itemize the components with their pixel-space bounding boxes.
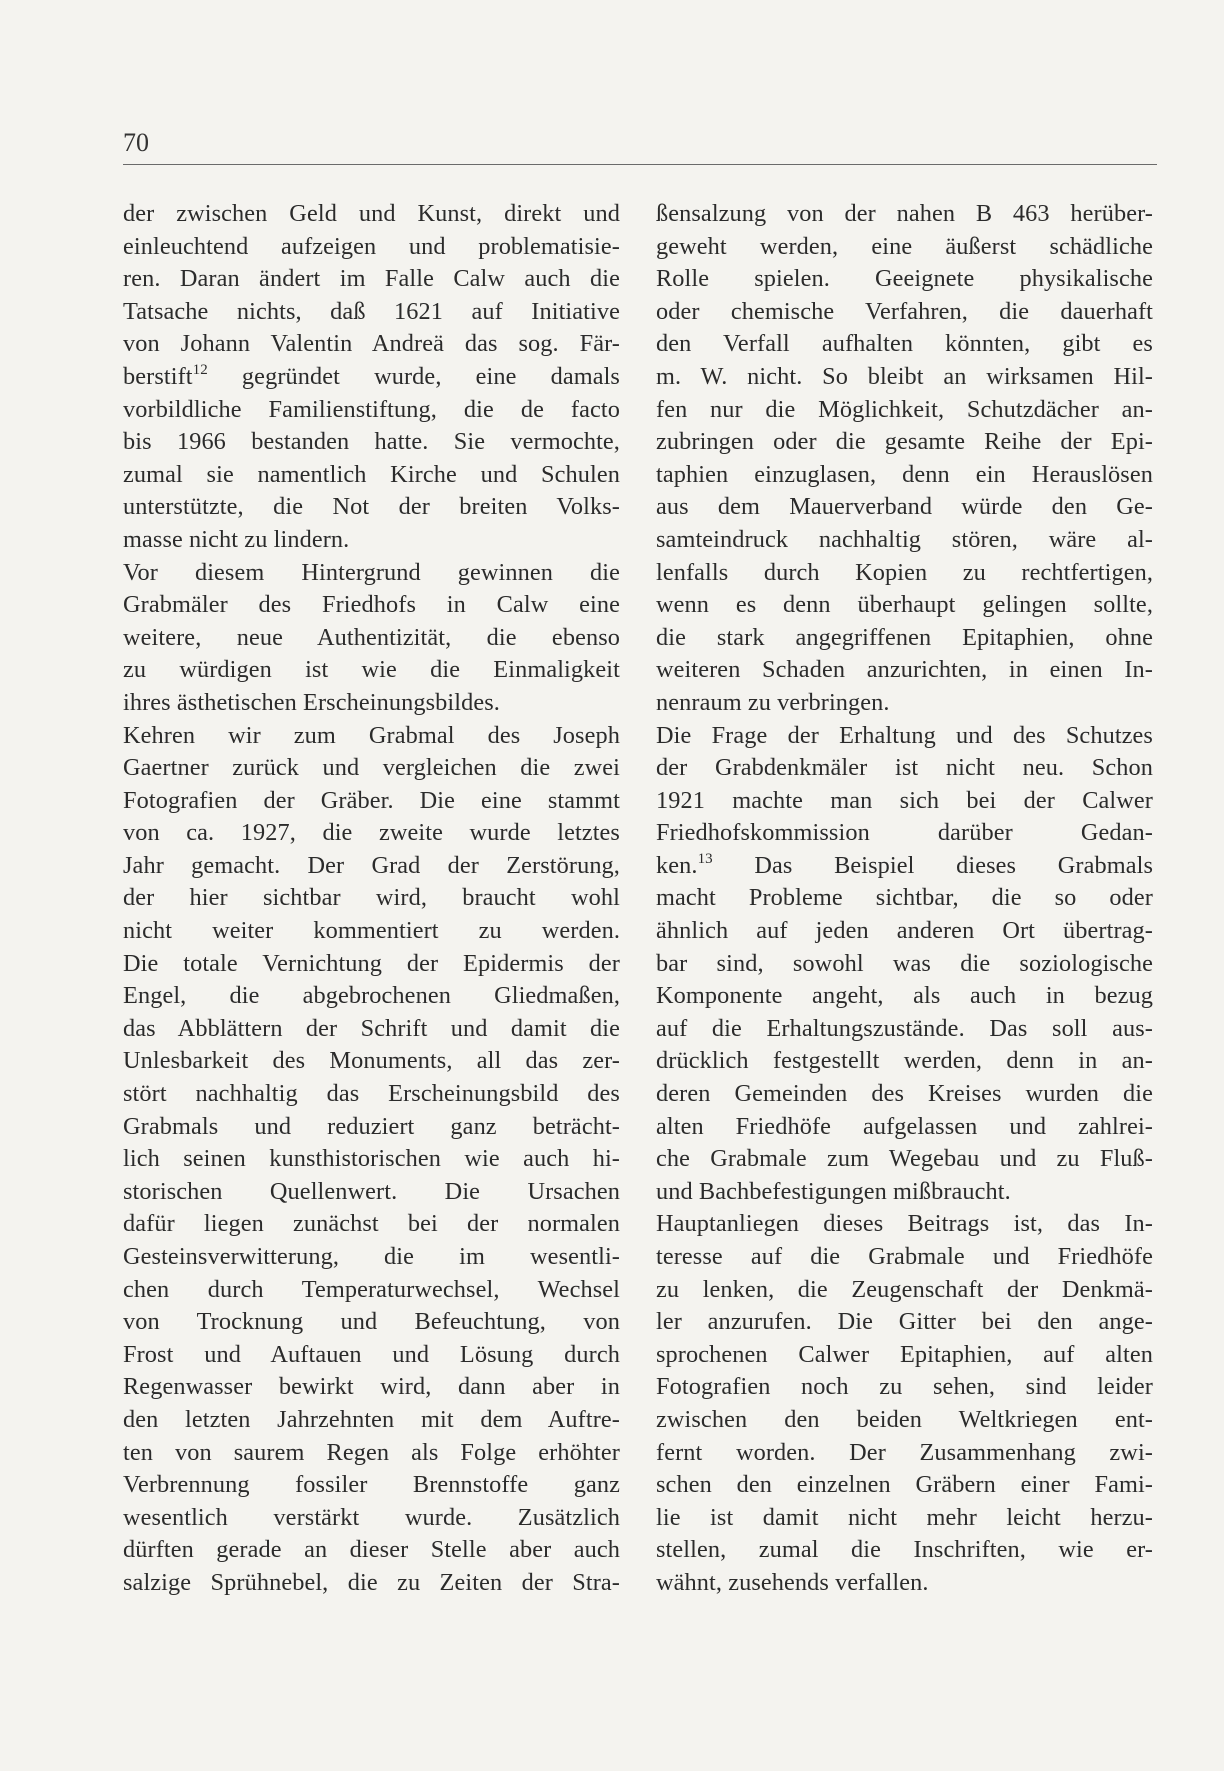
text-line — [123, 1045, 620, 1078]
text-line — [656, 198, 1153, 231]
line-text: alten Friedhöfe aufgelassen und zahlrei- — [656, 1112, 1153, 1140]
line-text: aus dem Mauerverband würde den Ge- — [656, 493, 1153, 521]
line-text: weitere, neue Authentizität, die ebenso — [123, 623, 620, 651]
line-text-continued: Das Beispiel dieses Grabmals — [712, 851, 1153, 879]
text-line — [123, 491, 620, 524]
line-text: nicht weiter kommentiert zu werden. — [123, 917, 620, 945]
text-line — [123, 328, 620, 361]
text-line — [123, 882, 620, 915]
line-text: der hier sichtbar wird, braucht wohl — [123, 884, 620, 912]
left-text-column — [123, 198, 620, 1600]
text-line — [123, 557, 620, 590]
line-text: samteindruck nachhaltig stören, wäre al- — [656, 525, 1153, 553]
line-text: wesentlich verstärkt wurde. Zusätzlich — [123, 1503, 620, 1531]
line-text: und Bachbefestigungen mißbraucht. — [656, 1177, 1011, 1205]
line-text: einleuchtend aufzeigen und problematisie- — [123, 232, 620, 260]
header-rule — [123, 164, 1157, 165]
line-text: den letzten Jahrzehnten mit dem Auftre- — [123, 1405, 620, 1433]
text-line — [123, 1371, 620, 1404]
text-line — [123, 654, 620, 687]
text-line — [123, 1078, 620, 1111]
text-line — [123, 198, 620, 231]
text-line — [656, 1208, 1153, 1241]
line-text: lenfalls durch Kopien zu rechtfertigen, — [656, 558, 1153, 586]
line-text: ihres ästhetischen Erscheinungsbildes. — [123, 688, 500, 716]
line-text: wenn es denn überhaupt gelingen sollte, — [656, 591, 1153, 619]
line-text: unterstützte, die Not der breiten Volks- — [123, 493, 620, 521]
line-text: stört nachhaltig das Erscheinungsbild des — [123, 1080, 620, 1108]
line-text: wähnt, zusehends verfallen. — [656, 1568, 929, 1596]
footnote-marker: 12 — [192, 361, 208, 378]
line-text: Grabmals und reduziert ganz beträcht- — [123, 1112, 620, 1140]
line-text: ken. — [656, 851, 698, 879]
text-line — [656, 687, 1153, 720]
text-line — [123, 1469, 620, 1502]
line-text: teresse auf die Grabmale und Friedhöfe — [656, 1243, 1153, 1270]
line-text: bis 1966 bestanden hatte. Sie vermochte, — [123, 428, 620, 456]
text-line — [123, 1208, 620, 1241]
line-text: dafür liegen zunächst bei der normalen — [123, 1210, 620, 1238]
line-text: chen durch Temperaturwechsel, Wechsel — [123, 1275, 620, 1303]
text-line — [656, 524, 1153, 557]
line-text: Grabmäler des Friedhofs in Calw eine — [123, 591, 620, 619]
line-text: von Johann Valentin Andreä das sog. Fär- — [123, 330, 620, 358]
line-text: deren Gemeinden des Kreises wurden die — [656, 1080, 1153, 1108]
text-line — [656, 1143, 1153, 1176]
line-text: ten von saurem Regen als Folge erhöhter — [123, 1438, 620, 1466]
text-line — [123, 1339, 620, 1372]
text-line — [656, 654, 1153, 687]
line-text: zubringen oder die gesamte Reihe der Epi- — [656, 428, 1153, 456]
text-line — [656, 1078, 1153, 1111]
line-text: lie ist damit nicht mehr leicht herzu- — [656, 1503, 1153, 1531]
text-line — [656, 948, 1153, 981]
line-text: Gesteinsverwitterung, die im wesentli- — [123, 1243, 620, 1270]
line-text: Die Frage der Erhaltung und des Schutzes — [656, 721, 1153, 749]
text-line — [656, 752, 1153, 785]
line-text: storischen Quellenwert. Die Ursachen — [123, 1177, 620, 1205]
line-text: den Verfall aufhalten könnten, gibt es — [656, 330, 1153, 358]
line-text: ähnlich auf jeden anderen Ort übertrag- — [656, 917, 1153, 945]
line-text: masse nicht zu lindern. — [123, 525, 350, 553]
text-line — [656, 1567, 1153, 1600]
text-line — [656, 1502, 1153, 1535]
line-text: von Trocknung und Befeuchtung, von — [123, 1308, 620, 1336]
text-line — [123, 426, 620, 459]
text-line — [656, 882, 1153, 915]
line-text: Tatsache nichts, daß 1621 auf Initiative — [123, 297, 620, 325]
text-line — [656, 589, 1153, 622]
line-text: zwischen den beiden Weltkriegen ent- — [656, 1405, 1153, 1433]
text-line — [656, 785, 1153, 818]
text-line — [656, 980, 1153, 1013]
line-text: 1921 machte man sich bei der Calwer — [656, 786, 1153, 814]
line-text: zumal sie namentlich Kirche und Schulen — [123, 460, 620, 488]
text-line — [656, 1469, 1153, 1502]
text-line — [123, 231, 620, 264]
text-line — [123, 1013, 620, 1046]
text-line — [656, 1013, 1153, 1046]
line-text: macht Probleme sichtbar, die so oder — [656, 884, 1153, 912]
line-text: schen den einzelnen Gräbern einer Fami- — [656, 1471, 1153, 1499]
line-text: Hauptanliegen dieses Beitrags ist, das In- — [656, 1210, 1153, 1238]
line-text: m. W. nicht. So bleibt an wirksamen Hil- — [656, 362, 1153, 390]
text-line — [123, 1143, 620, 1176]
text-line — [123, 459, 620, 492]
text-line — [123, 361, 620, 394]
footnote-marker: 13 — [697, 850, 713, 867]
text-line — [656, 1534, 1153, 1567]
text-line — [656, 1339, 1153, 1372]
line-text: taphien einzuglasen, denn ein Herauslösen — [656, 460, 1153, 488]
text-line — [656, 1045, 1153, 1078]
line-text: Vor diesem Hintergrund gewinnen die — [123, 558, 620, 586]
line-text: Rolle spielen. Geeignete physikalische — [656, 265, 1153, 293]
line-text: Verbrennung fossiler Brennstoffe ganz — [123, 1471, 620, 1499]
line-text: auf die Erhaltungszustände. Das soll aus- — [656, 1014, 1153, 1042]
line-text: Komponente angeht, als auch in bezug — [656, 982, 1153, 1010]
text-line — [123, 720, 620, 753]
text-line — [123, 524, 620, 557]
text-line — [123, 394, 620, 427]
text-line — [123, 1502, 620, 1535]
line-text: nenraum zu verbringen. — [656, 688, 890, 716]
text-line — [123, 1241, 620, 1274]
text-line — [123, 752, 620, 785]
text-line — [123, 785, 620, 818]
line-text: Regenwasser bewirkt wird, dann aber in — [123, 1373, 620, 1401]
text-line — [123, 1437, 620, 1470]
line-text: Jahr gemacht. Der Grad der Zerstörung, — [123, 851, 620, 879]
line-text: Kehren wir zum Grabmal des Joseph — [123, 721, 620, 749]
line-text: ßensalzung von der nahen B 463 herüber- — [656, 200, 1153, 227]
line-text: das Abblättern der Schrift und damit die — [123, 1014, 620, 1042]
line-text: ren. Daran ändert im Falle Calw auch die — [123, 265, 620, 293]
text-line — [123, 1567, 620, 1600]
text-line — [656, 557, 1153, 590]
text-line — [656, 491, 1153, 524]
text-line — [123, 1534, 620, 1567]
line-text: ler anzurufen. Die Gitter bei den ange- — [656, 1308, 1153, 1336]
text-line — [123, 948, 620, 981]
text-line — [656, 231, 1153, 264]
text-line — [123, 622, 620, 655]
line-text: weiteren Schaden anzurichten, in einen In- — [656, 656, 1153, 684]
line-text: Engel, die abgebrochenen Gliedmaßen, — [123, 982, 620, 1010]
line-text: Gaertner zurück und vergleichen die zwei — [123, 754, 620, 782]
line-text: dürften gerade an dieser Stelle aber auch — [123, 1536, 620, 1564]
line-text: der Grabdenkmäler ist nicht neu. Schon — [656, 754, 1153, 782]
text-line — [656, 328, 1153, 361]
line-text: von ca. 1927, die zweite wurde letztes — [123, 819, 620, 847]
line-text: sprochenen Calwer Epitaphien, auf alten — [656, 1340, 1153, 1368]
line-text: die stark angegriffenen Epitaphien, ohne — [656, 623, 1153, 651]
text-line — [656, 1404, 1153, 1437]
text-line — [123, 1274, 620, 1307]
line-text: Fotografien der Gräber. Die eine stammt — [123, 786, 620, 814]
line-text: fernt worden. Der Zusammenhang zwi- — [656, 1438, 1153, 1466]
line-text: che Grabmale zum Wegebau und zu Fluß- — [656, 1145, 1153, 1173]
text-line — [656, 1274, 1153, 1307]
text-line — [656, 817, 1153, 850]
text-line — [123, 263, 620, 296]
text-line — [123, 1306, 620, 1339]
text-line — [656, 1241, 1153, 1274]
text-line — [123, 296, 620, 329]
line-text: zu würdigen ist wie die Einmaligkeit — [123, 656, 620, 684]
right-text-column — [656, 198, 1153, 1600]
line-text: salzige Sprühnebel, die zu Zeiten der Stra- — [123, 1568, 620, 1596]
line-text-continued: gegründet wurde, eine damals — [207, 362, 620, 390]
line-text: berstift — [123, 362, 193, 390]
text-line — [123, 1404, 620, 1437]
text-line — [123, 1176, 620, 1209]
text-line — [656, 850, 1153, 883]
text-line — [123, 915, 620, 948]
text-line — [656, 1111, 1153, 1144]
line-text: Die totale Vernichtung der Epidermis der — [123, 949, 620, 977]
line-text: geweht werden, eine äußerst schädliche — [656, 232, 1153, 260]
line-text: vorbildliche Familienstiftung, die de facto — [123, 395, 620, 423]
text-line — [656, 296, 1153, 329]
line-text: der zwischen Geld und Kunst, direkt und — [123, 200, 620, 227]
line-text: Frost und Auftauen und Lösung durch — [123, 1340, 620, 1368]
line-text: zu lenken, die Zeugenschaft der Denkmä- — [656, 1275, 1153, 1303]
text-line — [656, 394, 1153, 427]
text-line — [123, 687, 620, 720]
text-line — [656, 1306, 1153, 1339]
line-text: oder chemische Verfahren, die dauerhaft — [656, 297, 1153, 325]
line-text: bar sind, sowohl was die soziologische — [656, 949, 1153, 977]
text-line — [656, 1176, 1153, 1209]
line-text: Fotografien noch zu sehen, sind leider — [656, 1373, 1153, 1401]
line-text: lich seinen kunsthistorischen wie auch hi- — [123, 1145, 620, 1173]
text-line — [656, 622, 1153, 655]
text-line — [123, 1111, 620, 1144]
line-text: fen nur die Möglichkeit, Schutzdächer an- — [656, 395, 1153, 423]
text-line — [656, 263, 1153, 296]
text-line — [656, 361, 1153, 394]
line-text: drücklich festgestellt werden, denn in an- — [656, 1047, 1153, 1075]
page-number: 70 — [123, 128, 149, 157]
text-line — [123, 850, 620, 883]
line-text: Friedhofskommission darüber Gedan- — [656, 819, 1153, 847]
text-line — [656, 1437, 1153, 1470]
text-line — [656, 720, 1153, 753]
line-text: stellen, zumal die Inschriften, wie er- — [656, 1536, 1153, 1564]
text-line — [656, 426, 1153, 459]
text-line — [656, 1371, 1153, 1404]
text-line — [656, 915, 1153, 948]
text-line — [123, 817, 620, 850]
line-text: Unlesbarkeit des Monuments, all das zer- — [123, 1047, 620, 1075]
text-line — [656, 459, 1153, 492]
text-line — [123, 589, 620, 622]
text-line — [123, 980, 620, 1013]
